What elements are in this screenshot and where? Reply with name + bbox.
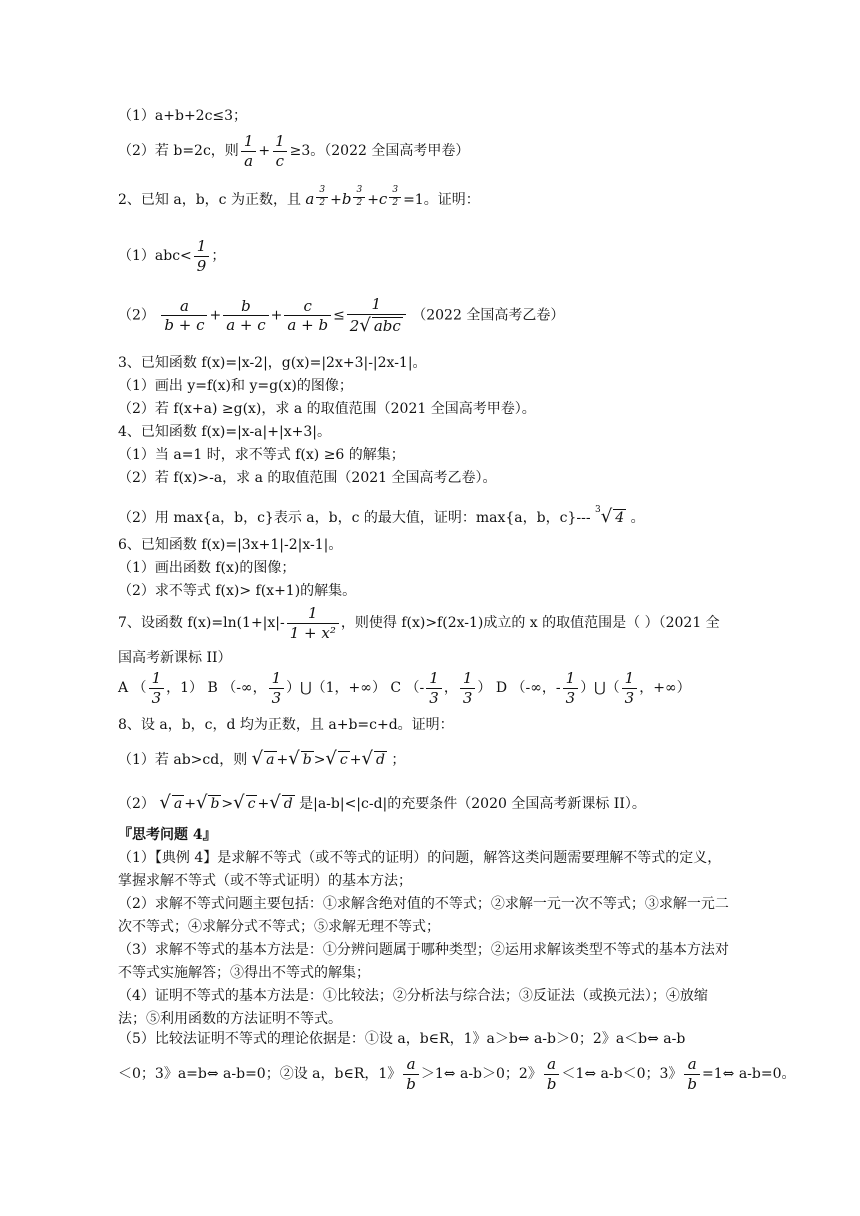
- p7-heading: 7、设函数 f(x)=ln(1+|x|- $\frac{1}{\text{1 + x²}}$ ，则使得 f(x)>f(2x-1)成立的 x 的取值范围是（ ）（2021 全: [118, 604, 720, 642]
- exponent-3-2: $\frac{3}{2}$: [353, 186, 365, 209]
- sqrt-icon: √: [159, 792, 171, 813]
- fraction-1-3: $\frac{1}{3}$: [460, 670, 476, 706]
- fraction-a-over-bc: $\frac{a}{b + c}$: [161, 298, 207, 334]
- think-item-4: （4）证明不等式的基本方法是：①比较法；②分析法与综合法；③反证法（或换元法）；④放缩法；⑤利用函数的方法证明不等式。: [118, 988, 708, 1027]
- fraction-1-3: $\frac{1}{3}$: [269, 670, 285, 706]
- think-item-2: （2）求解不等式问题主要包括：①求解含绝对值的不等式；②求解一元一次不等式；③求解一元二次不等式；④求解分式不等式；⑤求解无理不等式；: [118, 896, 729, 935]
- sqrt-icon: √: [195, 792, 208, 813]
- fraction-a-over-b: $\frac{a}{b}$: [403, 1056, 419, 1092]
- p3-part1: （1）画出 y=f(x)和 y=g(x)的图像；: [118, 378, 353, 394]
- p4-part2: （2）若 f(x)>-a，求 a 的取值范围（2021 全国高考乙卷）。: [118, 470, 497, 486]
- p7-heading-cont: 国高考新课标 II）: [118, 650, 232, 666]
- p2-part2: （2） $\frac{a}{b + c}$ + $\frac{b}{a + c}$ + $\frac{c}{a + b}$ ≤ $\frac{1}{\text{2√ abc}}$ （2022 全国高考乙卷）: [118, 295, 565, 336]
- sqrt-icon: √: [269, 792, 281, 813]
- exponent-3-2: $\frac{3}{2}$: [316, 186, 328, 209]
- fraction-1-3: $\frac{1}{3}$: [563, 670, 579, 706]
- fraction-1-3: $\frac{1}{3}$: [622, 670, 638, 706]
- section-title: 『思考问题 4』: [118, 827, 217, 843]
- p8-part2: （2） √ a +√ b >√ c +√ d 是|a-b|<|c-d|的充要条件（2020 全国高考新课标 II）。: [118, 792, 646, 813]
- fraction-1-3: $\frac{1}{3}$: [149, 670, 165, 706]
- p2-heading: 2、已知 a，b，c 为正数，且 a $\frac{3}{2}$ +b $\frac{3}{2}$ +c $\frac{3}{2}$ =1。证明：: [118, 185, 480, 208]
- p6-part2: （2）求不等式 f(x)> f(x+1)的解集。: [118, 583, 357, 599]
- fraction-1-over-9: $\frac{1}{9}$: [194, 238, 210, 274]
- sqrt-icon: √: [325, 748, 337, 769]
- fraction-b-over-ac: $\frac{b}{a + c}$: [223, 298, 268, 334]
- cube-root-icon: √: [600, 506, 613, 527]
- p4-heading: 4、已知函数 f(x)=|x-a|+|x+3|。: [118, 424, 331, 440]
- fraction-a-over-b: $\frac{a}{b}$: [544, 1056, 560, 1092]
- think-item-1: （1）【典例 4】是求解不等式（或不等式的证明）的问题，解答这类问题需要理解不等式的定义，掌握求解不等式（或不等式证明）的基本方法；: [118, 850, 722, 889]
- fraction-1-over-1-plus-x2: $\frac{1}{\text{1 + x²}}$: [287, 605, 339, 641]
- think-item-5: （5）比较法证明不等式的理论依据是：①设 a，b∈R，1》a＞b⇔ a-b＞0；2》a＜b⇔ a-b: [118, 1031, 686, 1047]
- p2-part1: （1）abc< $\frac{1}{9}$ ；: [118, 237, 226, 275]
- p1-line2: （2）若 b=2c，则 $\frac{1}{a}$ + $\frac{1}{c}$ ≥3。（2022 全国高考甲卷）: [118, 132, 470, 170]
- p7-options: A （ $\frac{1}{3}$ ，1） B （-∞， $\frac{1}{3}$ ）⋃（1，+∞） C （- $\frac{1}{3}$ ， $\frac{1}{3}$ ） D （-∞，- $\frac{1}{3}$ ）⋃（ $\frac{1}{3}$ ，+∞）: [118, 669, 691, 707]
- p8-part1: （1）若 ab>cd，则 √ a +√ b >√ c +√ d ；: [118, 748, 406, 769]
- p1-line1: （1）a+b+2c≤3；: [118, 108, 248, 124]
- fraction-c-over-ab: $\frac{c}{a + b}$: [284, 298, 331, 334]
- think-item-3: （3）求解不等式的基本方法是：①分辨问题属于哪种类型；②运用求解该类型不等式的基本方法对不等式实施解答；③得出不等式的解集；: [118, 942, 729, 981]
- fraction-1-over-c: $\frac{1}{c}$: [272, 133, 288, 169]
- p3-heading: 3、已知函数 f(x)=|x-2|，g(x)=|2x+3|-|2x-1|。: [118, 355, 427, 371]
- sqrt-icon: √: [233, 792, 245, 813]
- fraction-a-over-b: $\frac{a}{b}$: [684, 1056, 700, 1092]
- fraction-1-3: $\frac{1}{3}$: [426, 670, 442, 706]
- p8-heading: 8、设 a，b，c，d 均为正数，且 a+b=c+d。证明：: [118, 717, 454, 733]
- p4-part1: （1）当 a=1 时，求不等式 f(x) ≥6 的解集；: [118, 447, 405, 463]
- sqrt-icon: √: [361, 748, 373, 769]
- fraction-1-over-a: $\frac{1}{a}$: [241, 133, 257, 169]
- p6-heading: 6、已知函数 f(x)=|3x+1|-2|x-1|。: [118, 537, 343, 553]
- think-item-5-cont: ＜0；3》a=b⇔ a-b=0；②设 a，b∈R，1》 $\frac{a}{b}$ ＞1⇔ a-b＞0；2》 $\frac{a}{b}$ ＜1⇔ a-b＜0；3》 $\frac{a}{b}$ =1⇔ a-b=0。: [118, 1055, 796, 1093]
- fraction-1-over-2sqrt-abc: $\frac{1}{\text{2√ abc}}$: [347, 296, 406, 335]
- p3-part2: （2）若 f(x+a) ≥g(x)，求 a 的取值范围（2021 全国高考甲卷）。: [118, 401, 536, 417]
- p5-part2: （2）用 max{a，b，c}表示 a，b，c 的最大值，证明：max{a，b，c}--- $^3$√ 4 。: [118, 505, 645, 527]
- sqrt-icon: √: [251, 748, 264, 769]
- p6-part1: （1）画出函数 f(x)的图像；: [118, 560, 296, 576]
- sqrt-icon: √: [359, 314, 371, 336]
- exponent-3-2: $\frac{3}{2}$: [389, 186, 401, 209]
- sqrt-icon: √: [288, 748, 300, 769]
